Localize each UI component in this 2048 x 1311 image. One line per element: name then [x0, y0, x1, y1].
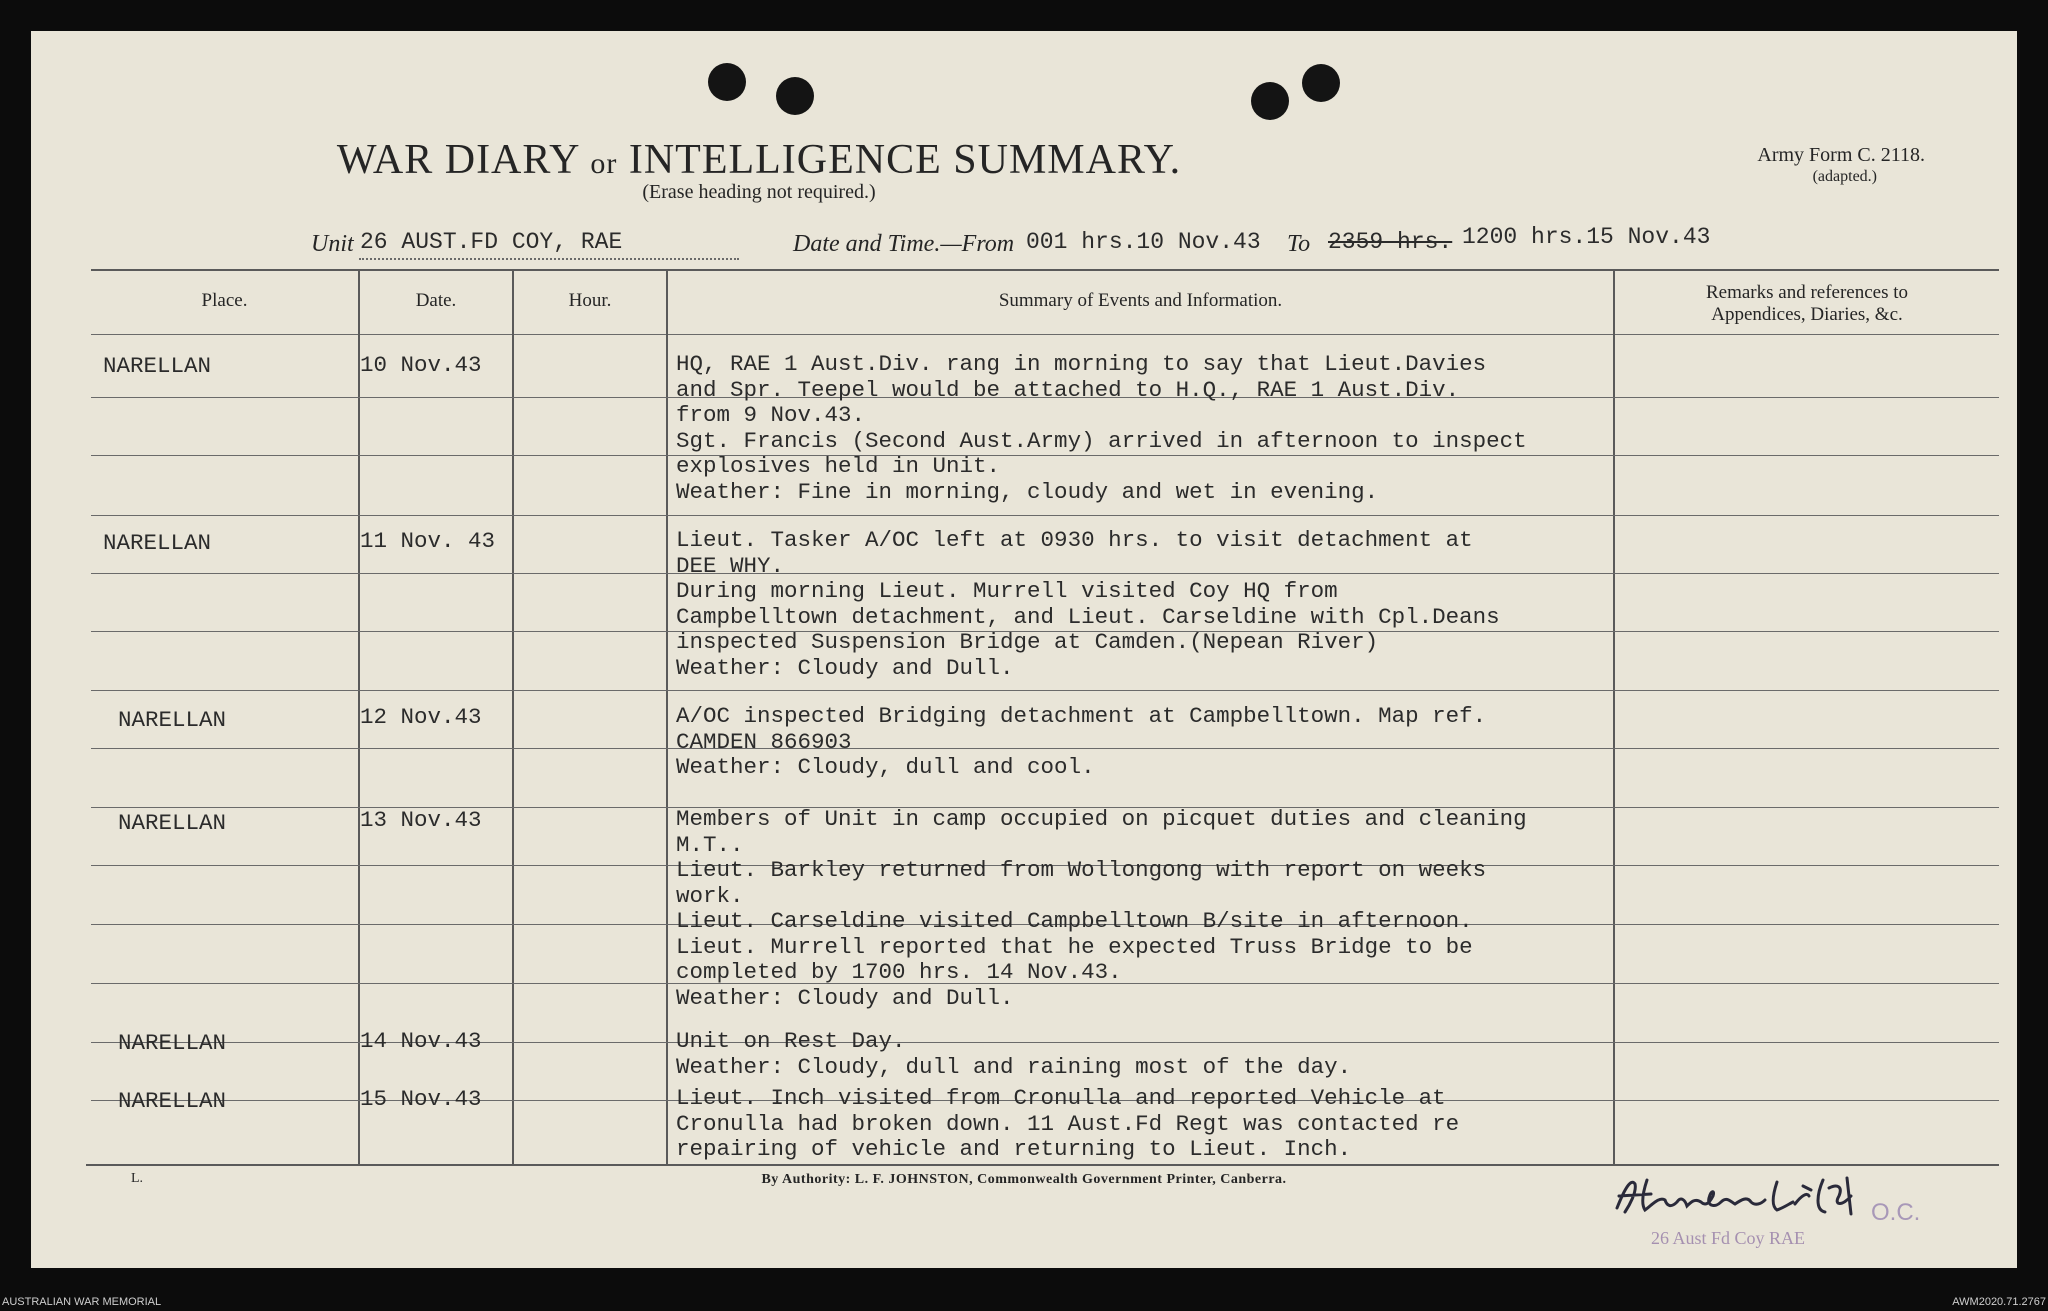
column-header-date: Date.: [415, 290, 457, 311]
entry-place: NARELLAN: [118, 810, 227, 836]
column-header-place: Place.: [201, 290, 248, 311]
form-code: L.: [131, 1171, 144, 1186]
column-divider: [1613, 269, 1615, 1166]
punch-hole: [1302, 64, 1340, 102]
entry-summary: [676, 528, 1500, 681]
summary-line: inspected Suspension Bridge at Camden.(Nepean River): [676, 629, 1379, 655]
printer-authority: By Authority: L. F. JOHNSTON, Commonwealth Government Printer, Canberra.: [761, 1172, 1287, 1187]
stamp-oc: O.C.: [1871, 1199, 1921, 1226]
entry-date: 13 Nov.43: [360, 807, 482, 833]
entry-date: 14 Nov.43: [360, 1028, 482, 1054]
entry-date: 11 Nov. 43: [360, 528, 496, 554]
summary-line: Weather: Cloudy and Dull.: [676, 984, 1014, 1011]
summary-line: M.T..: [676, 831, 744, 858]
summary-line: from 9 Nov.43.: [676, 402, 866, 428]
column-divider: [512, 269, 514, 1166]
summary-line: Lieut. Inch visited from Cronulla and reported Vehicle at: [676, 1085, 1446, 1111]
summary-line: Weather: Fine in morning, cloudy and wet in evening.: [676, 478, 1379, 505]
entry-place: NARELLAN: [118, 1088, 227, 1114]
entry-place: NARELLAN: [118, 707, 227, 733]
summary-line: Lieut. Murrell reported that he expected Truss Bridge to be: [676, 933, 1473, 960]
date-from-value: 001 hrs.10 Nov.43: [1026, 229, 1261, 255]
summary-line: repairing of vehicle and returning to Lieut. Inch.: [676, 1136, 1352, 1162]
entry-date: 12 Nov.43: [360, 704, 482, 730]
stamp-unit: 26 Aust Fd Coy RAE: [1651, 1228, 1806, 1248]
entry-place: NARELLAN: [103, 353, 212, 379]
entry-summary: [676, 1086, 1459, 1163]
summary-line: HQ, RAE 1 Aust.Div. rang in morning to say that Lieut.Davies: [676, 351, 1487, 377]
unit-value: 26 AUST.FD COY, RAE: [360, 229, 623, 255]
form-number: Army Form C. 2118.: [1757, 144, 1925, 166]
entry-summary: [676, 352, 1527, 505]
date-from-label: Date and Time.—From: [793, 231, 1015, 257]
entry-summary: [676, 704, 1486, 781]
entry-date: 10 Nov.43: [360, 352, 482, 378]
summary-line: A/OC inspected Bridging detachment at Campbelltown. Map ref.: [676, 703, 1487, 729]
entry-summary: [676, 1029, 1351, 1080]
ruled-line: [91, 515, 1999, 516]
summary-line: Cronulla had broken down. 11 Aust.Fd Regt was contacted re: [676, 1110, 1460, 1137]
summary-line: Campbelltown detachment, and Lieut. Carseldine with Cpl.Deans: [676, 603, 1500, 630]
summary-line: Members of Unit in camp occupied on picquet duties and cleaning: [676, 806, 1527, 832]
entry-place: NARELLAN: [118, 1030, 227, 1056]
page-title: [31, 136, 1487, 184]
summary-line: During morning Lieut. Murrell visited Coy HQ from: [676, 578, 1338, 604]
summary-line: explosives held in Unit.: [676, 453, 1001, 479]
summary-line: DEE WHY.: [676, 552, 785, 579]
summary-line: Lieut. Tasker A/OC left at 0930 hrs. to visit detachment at: [676, 527, 1473, 553]
entry-place: NARELLAN: [103, 530, 212, 556]
page-subtitle: (Erase heading not required.): [642, 181, 876, 203]
summary-line: Unit on Rest Day.: [676, 1028, 906, 1054]
unit-dotted-line: [359, 258, 739, 260]
entry-date: 15 Nov.43: [360, 1086, 482, 1112]
entry-summary: [676, 807, 1527, 1011]
archive-caption-right: AWM2020.71.2767: [1952, 1296, 2046, 1308]
remarks-header-line1: Remarks and references to: [1705, 282, 1909, 303]
summary-line: completed by 1700 hrs. 14 Nov.43.: [676, 959, 1122, 985]
diary-page: [31, 31, 2017, 1268]
summary-line: Lieut. Carseldine visited Campbelltown B/site in afternoon.: [676, 908, 1473, 934]
summary-line: Weather: Cloudy, dull and cool.: [676, 754, 1095, 780]
summary-line: CAMDEN 866903: [676, 728, 852, 755]
summary-line: and Spr. Teepel would be attached to H.Q., RAE 1 Aust.Div.: [676, 376, 1460, 403]
remarks-header-line2: Appendices, Diaries, &c.: [1711, 304, 1903, 325]
punch-hole: [776, 77, 814, 115]
header-divider: [91, 334, 1999, 335]
date-to-value: 1200 hrs.15 Nov.43: [1462, 224, 1711, 250]
title-or: or: [590, 147, 618, 180]
punch-hole: [708, 63, 746, 101]
column-divider: [666, 269, 668, 1166]
column-header-summary: Summary of Events and Information.: [998, 290, 1283, 311]
column-header-hour: Hour.: [568, 290, 612, 311]
date-to-label: To: [1287, 231, 1311, 257]
title-part-summary: INTELLIGENCE SUMMARY.: [628, 137, 1182, 183]
form-adapted-note: (adapted.): [1812, 168, 1877, 185]
title-part-diary: WAR DIARY: [336, 137, 579, 183]
summary-line: Lieut. Barkley returned from Wollongong with report on weeks: [676, 857, 1487, 883]
punch-hole: [1251, 82, 1289, 120]
date-to-struck: 2359 hrs.: [1328, 229, 1453, 255]
column-header-remarks: [1615, 282, 1999, 326]
summary-line: Weather: Cloudy, dull and raining most of the day.: [676, 1053, 1352, 1080]
signature: [1611, 1166, 1871, 1236]
summary-line: Sgt. Francis (Second Aust.Army) arrived in afternoon to inspect: [676, 427, 1527, 454]
archive-caption-left: AUSTRALIAN WAR MEMORIAL: [2, 1296, 162, 1308]
summary-line: work.: [676, 882, 744, 909]
unit-label: Unit: [311, 231, 354, 257]
summary-line: Weather: Cloudy and Dull.: [676, 654, 1014, 681]
ruled-line: [91, 690, 1999, 691]
table-top-border: [91, 269, 1999, 271]
